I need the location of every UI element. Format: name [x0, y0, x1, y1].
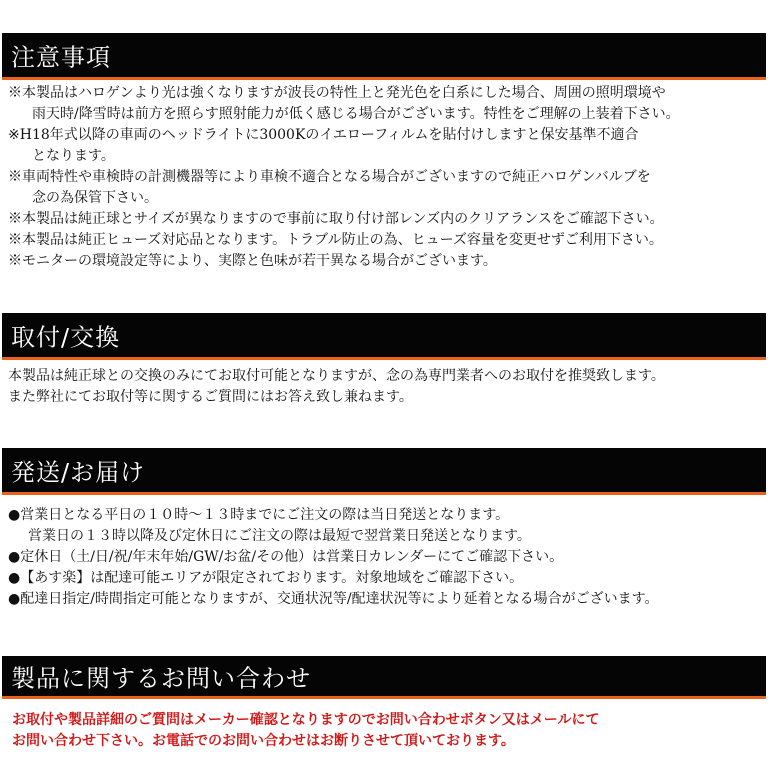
contact-body	[12, 710, 768, 752]
shipping-line: ●配達日指定/時間指定可能となりますが、交通状況等/配達状況等により延着となる場合がございます。	[8, 591, 659, 607]
caution-line: 雨天時/降雪時は前方を照らす照射能力が低く感じる場合がございます。特性をご理解の上装着下さい。	[32, 106, 680, 122]
caution-line: 念の為保管下さい。	[32, 190, 158, 206]
shipping-line: ●【あす楽】は配達可能エリアが限定されております。対象地域をご確認下さい。	[8, 570, 524, 586]
shipping-header	[2, 448, 766, 495]
install-body	[8, 366, 768, 408]
shipping-body	[8, 505, 768, 610]
install-line: 本製品は純正球との交換のみにてお取付可能となりますが、念の為専門業者へのお取付を推奨致します。	[8, 368, 665, 384]
install-header	[2, 313, 766, 360]
caution-line: ※モニターの環境設定等により、実際と色味が若干異なる場合がございます。	[8, 253, 497, 269]
caution-line: ※本製品はハロゲンより光は強くなりますが波長の特性上と発光色を白系にした場合、周囲の照明環境や	[8, 85, 666, 101]
caution-title: 注意事項	[11, 43, 111, 72]
shipping-line: ●営業日となる平日の１０時～１３時までにご注文の際は当日発送となります。	[8, 507, 510, 523]
caution-line: ※車両特性や車検時の計測機器等により車検不適合となる場合がございますので純正ハロゲンバルブを	[8, 169, 651, 185]
caution-line: ※本製品は純正球とサイズが異なりますので事前に取り付け部レンズ内のクリアランスをご確認下さい。	[8, 211, 664, 227]
contact-line: お問い合わせ下さい。お電話でのお問い合わせはお断りさせて頂いております。	[12, 733, 515, 749]
contact-line: お取付や製品詳細のご質問はメーカー確認となりますのでお問い合わせボタン又はメールにて	[12, 712, 600, 728]
contact-title: 製品に関するお問い合わせ	[11, 664, 311, 693]
install-title: 取付/交換	[11, 323, 121, 352]
contact-header	[2, 656, 766, 699]
shipping-title: 発送/お届け	[11, 458, 146, 487]
install-line: また弊社にてお取付等に関するご質問にはお答え致し兼ねます。	[8, 389, 413, 405]
shipping-line: ●定休日（土/日/祝/年末年始/GW/お盆/その他）は営業日カレンダーにてご確認下さい。	[8, 549, 564, 565]
shipping-line: 営業日の１３時以降及び定休日にご注文の際は最短で翌営業日発送となります。	[28, 528, 531, 544]
caution-body	[8, 83, 768, 272]
caution-line: ※本製品は純正ヒューズ対応品となります。トラブル防止の為、ヒューズ容量を変更せずご利用下さい。	[8, 232, 663, 248]
caution-line: ※H18年式以降の車両のヘッドライトに3000Kのイエローフィルムを貼付けしますと保安基準不適合	[8, 127, 639, 143]
caution-line: となります。	[32, 148, 115, 164]
caution-header	[2, 33, 766, 80]
